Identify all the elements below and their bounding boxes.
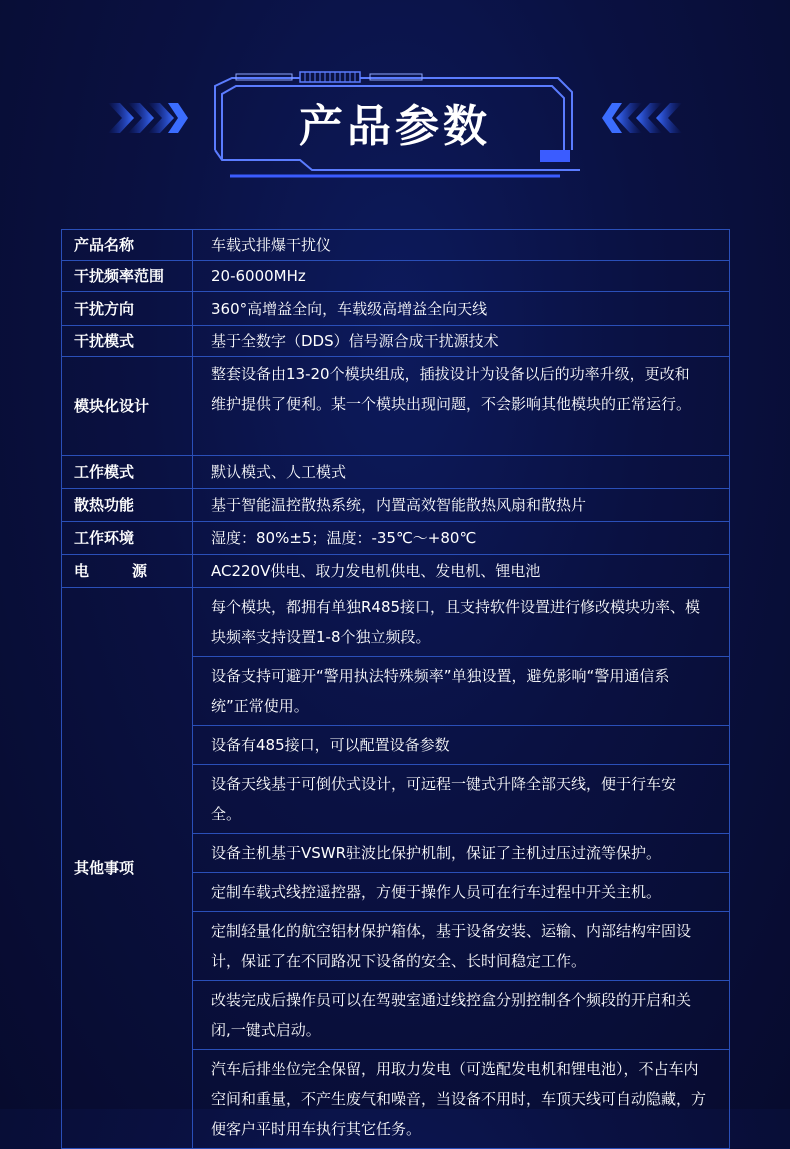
spec-value: 整套设备由13-20个模块组成，插拔设计为设备以后的功率升级，更改和维护提供了便利。某一个模块出现问题，不会影响其他模块的正常运行。 <box>193 357 730 456</box>
spec-label: 干扰模式 <box>62 326 193 357</box>
other-item: 汽车后排坐位完全保留，用取力发电（可选配发电机和锂电池），不占车内空间和重量，不产生废气和噪音，当设备不用时，车顶天线可自动隐藏，方便客户平时用车执行其它任务。 <box>193 1050 730 1149</box>
table-row <box>62 326 730 357</box>
table-row <box>62 456 730 489</box>
other-label: 其他事项 <box>62 588 193 1149</box>
spec-value: 基于智能温控散热系统，内置高效智能散热风扇和散热片 <box>193 489 730 522</box>
table-row <box>62 588 730 657</box>
other-item: 设备有485接口，可以配置设备参数 <box>193 726 730 765</box>
other-item: 设备主机基于VSWR驻波比保护机制，保证了主机过压过流等保护。 <box>193 834 730 873</box>
table-row <box>62 357 730 456</box>
table-row <box>62 292 730 326</box>
spec-label: 产品名称 <box>62 230 193 261</box>
spec-label: 电 源 <box>62 555 193 588</box>
spec-label: 干扰频率范围 <box>62 261 193 292</box>
other-item: 设备支持可避开“警用执法特殊频率”单独设置，避免影响“警用通信系统”正常使用。 <box>193 657 730 726</box>
other-item: 定制轻量化的航空铝材保护箱体，基于设备安装、运输、内部结构牢固设计，保证了在不同路况下设备的安全、长时间稳定工作。 <box>193 912 730 981</box>
spec-label: 模块化设计 <box>62 357 193 456</box>
spec-value: 基于全数字（DDS）信号源合成干扰源技术 <box>193 326 730 357</box>
spec-value: 20-6000MHz <box>193 261 730 292</box>
spec-value: 默认模式、人工模式 <box>193 456 730 489</box>
table-row <box>62 230 730 261</box>
spec-value: 360°高增益全向，车载级高增益全向天线 <box>193 292 730 326</box>
other-item: 设备天线基于可倒伏式设计，可远程一键式升降全部天线，便于行车安全。 <box>193 765 730 834</box>
spec-value: 湿度：80%±5；温度：-35℃～+80℃ <box>193 522 730 555</box>
table-row <box>62 261 730 292</box>
spec-label: 工作环境 <box>62 522 193 555</box>
other-item: 定制车载式线控遥控器，方便于操作人员可在行车过程中开关主机。 <box>193 873 730 912</box>
other-item: 改装完成后操作员可以在驾驶室通过线控盒分别控制各个频段的开启和关闭,一键式启动。 <box>193 981 730 1050</box>
spec-label: 干扰方向 <box>62 292 193 326</box>
spec-value: AC220V供电、取力发电机供电、发电机、锂电池 <box>193 555 730 588</box>
spec-label: 工作模式 <box>62 456 193 489</box>
spec-table <box>61 229 730 1149</box>
table-row <box>62 555 730 588</box>
table-row <box>62 489 730 522</box>
header <box>0 0 790 200</box>
page-title: 产品参数 <box>299 101 491 152</box>
table-row <box>62 522 730 555</box>
spec-value: 车载式排爆干扰仪 <box>193 230 730 261</box>
other-item: 每个模块，都拥有单独R485接口，且支持软件设置进行修改模块功率、模块频率支持设置1-8个独立频段。 <box>193 588 730 657</box>
spec-label: 散热功能 <box>62 489 193 522</box>
